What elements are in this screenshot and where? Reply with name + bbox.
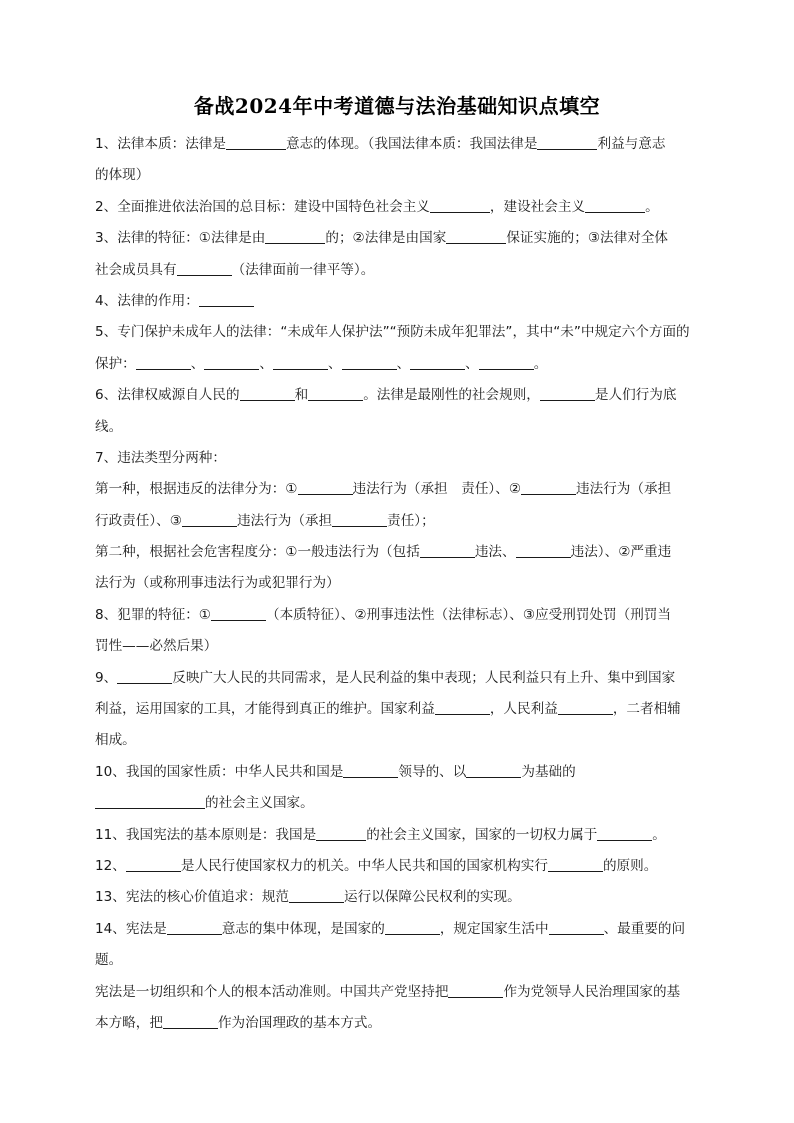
question-6-line-1: 6、法律权威源自人民的 和 。法律是最刚性的社会规则， 是人们行为底 (95, 387, 677, 404)
question-14-line-2: 题。 (95, 952, 123, 969)
question-12: 12、 是人民行使国家权力的机关。中华人民共和国的国家机构实行 的原则。 (95, 857, 658, 874)
answer-blank[interactable] (435, 700, 490, 715)
question-1-line-2: 的体现） (95, 167, 150, 184)
page-title: 备战2024年中考道德与法治基础知识点填空 (193, 94, 601, 118)
answer-blank[interactable] (167, 920, 222, 935)
question-10-line-2: 的社会主义国家。 (95, 788, 700, 819)
question-7-line-2: 第一种，根据违反的法律分为：① 违法行为（承担 责任）、② 违法行为（承担 (95, 481, 672, 498)
answer-blank[interactable] (308, 387, 363, 402)
answer-blank[interactable] (342, 355, 397, 370)
answer-blank[interactable] (298, 481, 353, 496)
answer-blank[interactable] (177, 261, 232, 276)
answer-blank[interactable] (136, 355, 191, 370)
question-14-line-1: 14、宪法是 意志的集中体现，是国家的 ，规定国家生活中 、最重要的问 (95, 920, 686, 937)
question-3-line-2: 社会成员具有 （法律面前一律平等）。 (95, 261, 375, 278)
question-8-line-2: 罚性——必然后果） (95, 638, 218, 655)
answer-blank[interactable] (265, 230, 325, 245)
question-3-line-1: 3、法律的特征：①法律是由 的；②法律是由国家 保证实施的；③法律对全体 (95, 230, 669, 247)
answer-blank[interactable] (316, 826, 366, 841)
answer-blank[interactable] (585, 198, 645, 213)
question-6-line-2: 线。 (95, 418, 123, 435)
question-1-line-1: 1、法律本质：法律是 意志的体现。（我国法律本质：我国法律是 利益与意志 (95, 136, 666, 152)
answer-blank[interactable] (332, 512, 387, 527)
answer-blank[interactable] (289, 889, 344, 904)
question-5-line-2: 保护： 、 、 、 、 、 。 (95, 355, 548, 372)
answer-blank[interactable] (385, 920, 440, 935)
answer-blank[interactable] (558, 700, 613, 715)
answer-blank[interactable] (117, 669, 172, 684)
constitution-note-line-2: 本方略，把 作为治国理政的基本方式。 (95, 1014, 382, 1031)
answer-blank[interactable] (516, 543, 571, 558)
answer-blank[interactable] (537, 135, 597, 150)
answer-blank[interactable] (540, 387, 595, 402)
answer-blank[interactable] (204, 355, 259, 370)
question-11: 11、我国宪法的基本原则是：我国是 的社会主义国家，国家的一切权力属于 。 (95, 826, 666, 843)
answer-blank[interactable] (273, 355, 328, 370)
question-list (95, 129, 700, 1039)
answer-blank[interactable] (126, 857, 181, 872)
answer-blank[interactable] (95, 795, 205, 810)
answer-blank[interactable] (446, 230, 506, 245)
answer-blank[interactable] (597, 826, 652, 841)
question-7-line-1: 7、违法类型分两种： (95, 449, 226, 466)
question-13: 13、宪法的核心价值追求：规范 运行以保障公民权利的实现。 (95, 889, 521, 906)
answer-blank[interactable] (211, 606, 266, 621)
question-8-line-1: 8、犯罪的特征：① （本质特征）、②刑事违法性（法律标志）、③应受刑罚处罚（刑罚当 (95, 606, 671, 623)
question-10-line-1: 10、我国的国家性质：中华人民共和国是 领导的、以 为基础的 (95, 763, 576, 780)
answer-blank[interactable] (430, 198, 490, 213)
question-5-line-1: 5、专门保护未成年人的法律：“未成年人保护法”“预防未成年犯罪法”，其中“未”中规定六个方面的 (95, 324, 690, 341)
question-4: 4、法律的作用： (95, 286, 700, 317)
question-9-line-1: 9、 反映广大人民的共同需求，是人民利益的集中表现；人民利益只有上升、集中到国家 (95, 669, 676, 686)
answer-blank[interactable] (420, 543, 475, 558)
answer-blank[interactable] (343, 763, 398, 778)
question-9-line-3: 相成。 (95, 732, 136, 749)
question-7-line-5: 法行为（或称刑事违法行为或犯罪行为） (95, 575, 340, 592)
answer-blank[interactable] (199, 292, 254, 307)
answer-blank[interactable] (240, 387, 295, 402)
question-7-line-4: 第二种，根据社会危害程度分：①一般违法行为（包括 违法、 违法）、②严重违 (95, 544, 672, 561)
answer-blank[interactable] (521, 481, 576, 496)
answer-blank[interactable] (448, 983, 503, 998)
answer-blank[interactable] (479, 355, 534, 370)
answer-blank[interactable] (410, 355, 465, 370)
question-7-line-3: 行政责任）、③ 违法行为（承担 责任）； (95, 512, 435, 529)
answer-blank[interactable] (466, 763, 521, 778)
answer-blank[interactable] (182, 512, 237, 527)
answer-blank[interactable] (163, 1014, 218, 1029)
question-9-line-2: 利益，运用国家的工具，才能得到真正的维护。国家利益 ，人民利益 ，二者相辅 (95, 701, 681, 718)
question-2: 2、全面推进依法治国的总目标：建设中国特色社会主义 ，建设社会主义 。 (95, 198, 659, 215)
answer-blank[interactable] (226, 135, 286, 150)
constitution-note-line-1: 宪法是一切组织和个人的根本活动准则。中国共产党坚持把 作为党领导人民治理国家的基 (95, 983, 681, 1000)
answer-blank[interactable] (549, 920, 604, 935)
answer-blank[interactable] (548, 857, 603, 872)
